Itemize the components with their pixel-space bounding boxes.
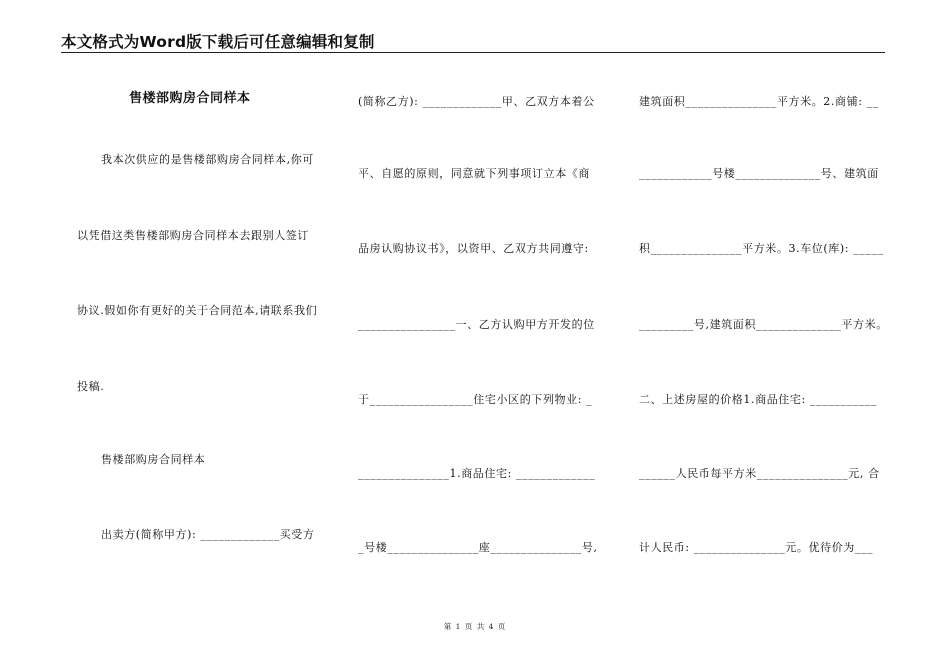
paragraph-line: 以凭借这类售楼部购房合同样本去跟别人签订 (77, 229, 309, 242)
paragraph-line: 平、自愿的原则，同意就下列事项订立本《商 (358, 167, 590, 180)
paragraph-line: ______人民币每平方米_______________元, 合 (639, 467, 880, 480)
paragraph-line: 二、上述房屋的价格1.商品住宅: ___________ (639, 393, 877, 406)
paragraph-line: ____________号楼______________号、建筑面 (639, 167, 879, 180)
paragraph-line: 于_________________住宅小区的下列物业: _ (358, 393, 593, 406)
paragraph-line: 计人民币: _______________元。优待价为___ (639, 541, 874, 554)
paragraph-line: 品房认购协议书》，以资甲、乙双方共同遵守: (358, 242, 589, 255)
paragraph-line: _________号,建筑面积______________平方米。 (639, 318, 888, 331)
paragraph-line: 我本次供应的是售楼部购房合同样本,你可 (101, 153, 314, 166)
document-header (61, 30, 885, 52)
header-title: 本文格式为Word版下载后可任意编辑和复制 (61, 33, 375, 51)
paragraph-line: ________________一、乙方认购甲方开发的位 (358, 318, 595, 331)
header-divider (61, 52, 885, 53)
paragraph-line: _号楼_______________座_______________号, (358, 541, 598, 554)
section-heading: 售楼部购房合同样本 (101, 453, 206, 466)
page-number: 第 1 页 共 4 页 (443, 622, 507, 631)
paragraph-line: _______________1.商品住宅: _____________ (358, 467, 596, 480)
paragraph-line: 投稿. (77, 380, 105, 393)
paragraph-line: (简称乙方): _____________甲、乙双方本着公 (358, 95, 595, 108)
paragraph-line: 协议.假如你有更好的关于合同范本,请联系我们 (77, 304, 318, 317)
paragraph-line: 出卖方(简称甲方): _____________买受方 (101, 528, 315, 541)
document-title: 售楼部购房合同样本 (129, 91, 251, 106)
paragraph-line: 积_______________平方米。3.车位(库): _____ (639, 242, 884, 255)
paragraph-line: 建筑面积_______________平方米。2.商铺: __ (639, 95, 879, 108)
